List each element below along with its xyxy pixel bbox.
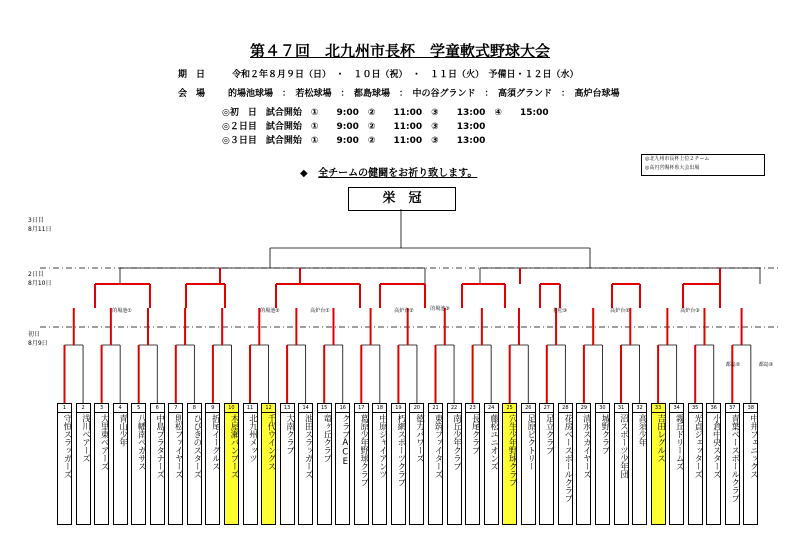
team-box [298,403,313,525]
team-name: 大里東ベアーズ [99,414,110,470]
team-box [187,403,202,525]
team-box [447,403,462,525]
team-box [131,403,146,525]
team-number: 38 [744,404,757,413]
team-box [317,403,332,525]
team-box [576,403,591,525]
team-name: 朽網スポーツクラブ [395,414,406,486]
venue-label: 高炉台② [394,308,414,314]
team-box [465,403,480,525]
team-number: 11 [244,404,257,413]
venue-label: 若松③ [552,308,568,314]
team-box [243,403,258,525]
team-number: 6 [151,404,164,413]
team-box [706,403,721,525]
champion-box: 栄 冠 [348,187,456,211]
team-number: 19 [392,404,405,413]
day2-schedule: ◎２日目 試合開始 ① 9:00 ② 11:00 ③ 13:00 [222,122,486,132]
team-name: 高須少年 [637,414,648,446]
team-name: 沼スポーツ少年団 [618,414,629,478]
team-number: 36 [707,404,720,413]
team-number: 1 [58,404,71,413]
dates-text: 令和２年８月９日（日） ・ １０日（祝） ・ １１日（火） 予備日・１２日（水） [232,70,579,80]
team-name: 千代ウイングス [266,414,277,470]
team-number: 17 [355,404,368,413]
team-number: 7 [169,404,182,413]
team-number: 13 [281,404,294,413]
team-name: 八幡南ペガサス [136,414,147,470]
team-box [280,403,295,525]
team-number: 35 [689,404,702,413]
diamond-icon: ◆ [300,168,308,179]
team-box [57,403,72,525]
team-box [205,403,220,525]
team-number: 16 [336,404,349,413]
venue-label: 的場池② [260,308,280,314]
team-number: 10 [225,404,238,413]
team-name: 清水スカイヤーズ [581,414,592,478]
note-line-2: ◎高円宮賜杯県大会出場 [645,165,700,171]
team-name: 折尾イーグルス [210,414,221,470]
team-box [743,403,758,525]
team-box [335,403,350,525]
round-label-day3: 3日目 8月11日 [28,217,52,233]
team-name: 中原ジャイアンツ [377,414,388,478]
team-box [150,403,165,525]
team-box [428,403,443,525]
team-box [558,403,573,525]
team-name: クラブACE [340,414,351,467]
team-name: 青葉ベースボールクラブ [729,414,740,502]
team-number: 9 [206,404,219,413]
team-number: 31 [615,404,628,413]
team-name: 池田スラッガーズ [303,414,314,478]
team-name: 足原ビクトリー [525,414,536,470]
team-box [372,403,387,525]
team-name: 吉田レグルス [655,414,666,462]
team-box [409,403,424,525]
team-name: 花房ベースボールクラブ [562,414,573,502]
team-number: 28 [559,404,572,413]
team-number: 21 [429,404,442,413]
round-label-day2: 2日目 8月10日 [28,271,52,287]
venue-label: 的場池③ [430,306,450,312]
day3-schedule: ◎３日目 試合開始 ① 9:00 ② 11:00 ③ 13:00 [222,136,486,146]
team-number: 33 [652,404,665,413]
team-name: 則松ファイヤーズ [173,414,184,478]
team-box [354,403,369,525]
team-box [76,403,91,525]
team-number: 8 [188,404,201,413]
dates-label: 期 日 [178,70,206,80]
team-name: 浅川ベアーズ [80,414,91,462]
team-name: 青山少年 [117,414,128,446]
team-name: 徳力パワーズ [414,414,425,462]
team-number: 29 [577,404,590,413]
team-number: 32 [633,404,646,413]
team-name: 長尾クラブ [470,414,481,454]
team-name: 穴生少年野球クラブ [507,414,518,486]
venue-label: 都島② [725,362,741,368]
team-name: 小倉中央スターズ [711,414,722,478]
round-label-day1: 初日 8月9日 [28,331,48,347]
team-name: 光貞ジェッターズ [692,414,703,478]
page-title: 第４７回 北九州市長杯 学童軟式野球大会 [249,42,550,60]
team-name: 葛原少年野球クラブ [358,414,369,486]
team-number: 15 [318,404,331,413]
day1-schedule: ◎初 日 試合開始 ① 9:00 ② 11:00 ③ 13:00 ④ 15:00 [222,108,549,118]
team-name: 北九州メッツ [247,414,258,462]
team-box [502,403,517,525]
team-name: 東筑ファイターズ [433,414,443,478]
team-number: 24 [485,404,498,413]
team-box [94,403,109,525]
team-name: 中井フェニックス [748,414,759,478]
note-line-1: ◎北九州市長杯上位２チーム [645,156,710,162]
team-name: 守恒スラッガーズ [62,414,72,478]
team-box [669,403,684,525]
team-box [725,403,740,525]
team-number: 4 [114,404,127,413]
team-name: ひびきのスターズ [191,414,202,478]
team-box [539,403,554,525]
team-box [521,403,536,525]
team-box [651,403,666,525]
team-box [391,403,406,525]
team-name: 中島プラタナーズ [154,414,165,478]
team-box [614,403,629,525]
team-name: 城野クラブ [599,414,610,454]
team-number: 37 [726,404,739,413]
team-number: 20 [410,404,423,413]
venue-label: 高炉台① [310,308,330,314]
team-box [688,403,703,525]
team-number: 3 [95,404,108,413]
team-number: 18 [373,404,386,413]
team-name: 木屋瀬バンブーズ [228,414,239,478]
team-name: 足立クラブ [544,414,555,454]
team-number: 30 [596,404,609,413]
team-number: 12 [262,404,275,413]
team-box [484,403,499,525]
team-box [168,403,183,525]
team-box [632,403,647,525]
team-number: 26 [522,404,535,413]
team-name: 大南クラブ [284,414,295,454]
team-number: 5 [132,404,145,413]
team-name: 南丘少年クラブ [451,414,462,470]
venue-label: 高炉台② [610,308,630,314]
team-number: 34 [670,404,683,413]
team-number: 23 [466,404,479,413]
message-text: 全チームの健闘をお祈り致します。 [318,168,478,179]
venue-label: 的場池① [112,308,132,314]
team-name: 霧丘ドリームズ [674,414,685,470]
team-number: 25 [503,404,516,413]
venue-text: 的場池球場 ： 若松球場 ： 都島球場 ： 中の谷グランド ： 高須グランド ： 高炉台球場 [228,89,620,99]
team-box [595,403,610,525]
team-number: 22 [448,404,461,413]
team-name: 藤松ユニオンズ [488,414,499,470]
team-box [113,403,128,525]
team-name: 竜ヶ丘クラブ [321,414,332,462]
venue-label: 高炉台③ [680,308,700,314]
team-box [261,403,276,525]
team-number: 2 [77,404,90,413]
venue-label: 会 場 [178,89,206,99]
venue-label: 都島③ [758,362,774,368]
team-number: 27 [540,404,553,413]
team-box [224,403,239,525]
team-number: 14 [299,404,312,413]
